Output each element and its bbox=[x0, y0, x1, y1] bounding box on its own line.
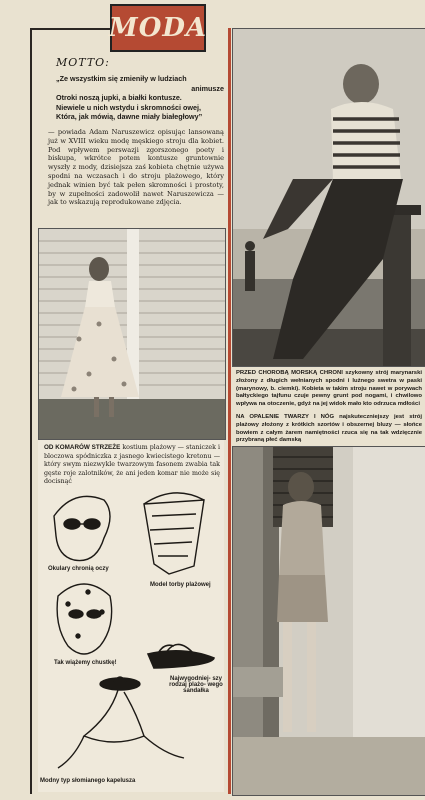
caption-sun bbox=[236, 414, 422, 445]
accessory-sketches bbox=[44, 486, 220, 786]
masthead bbox=[110, 4, 206, 52]
motto-title: MOTTO: bbox=[56, 56, 110, 69]
label-hat: Modny typ słomianego kapelusza bbox=[40, 778, 136, 784]
quote-line: „Ze wszystkim się zmieniły w ludziach bbox=[56, 74, 187, 83]
label-bag: Model torby plażowej bbox=[150, 582, 211, 588]
sketch-glasses bbox=[54, 496, 110, 560]
sketch-hat bbox=[58, 677, 184, 768]
sketch-bag bbox=[144, 493, 204, 574]
label-glasses: Okulary chronią oczy bbox=[48, 566, 109, 572]
caption-sun-lead: NA OPALENIE TWARZY I NÓG bbox=[236, 413, 335, 420]
mosquito-caption bbox=[44, 444, 220, 487]
rule-center bbox=[228, 28, 231, 794]
rule-top bbox=[30, 28, 110, 30]
masthead-title: MODA bbox=[108, 13, 208, 43]
quote-line: Niewiele u nich wstydu i skromności owej, bbox=[56, 102, 201, 112]
caption-sun-text: najskuteczniejszy jest strój plażowy złożony z krótkich szortów i obszernej bluzy — słońce bowiem z całym żarem namiętności rzuca się na tak wdzięcznie przybraną płeć damską bbox=[236, 413, 422, 444]
caption-sailor-text: szykowny strój marynarski złożony z długich wełnianych spodni i lużnego swetra w paski (marynowy, b. ciemki). Kobieta w takim stroju nawet w porywach bałtyckiego tajfunu czuje pewny grunt pod nogami, i chwilowo wpływa na otoczenie, gdyż na jej widok mało kto odrzuca mdłości bbox=[236, 370, 422, 408]
photo-floral-dress bbox=[38, 228, 226, 440]
sketch-scarf bbox=[57, 584, 112, 654]
sketch-sandal bbox=[148, 644, 214, 668]
caption-sailor bbox=[236, 370, 422, 409]
motto-quote bbox=[56, 74, 224, 122]
rule-left bbox=[30, 28, 32, 794]
photo-captions bbox=[236, 370, 422, 450]
mosquito-text: kostium plażowy — staniczek i bloczowa spódniczka z jasnego kwiecistego kretonu — który swym niezwykle twarzowym fasonem zwabia tak gęste roje zalotników, że ani jeden komar nie może się docisnąć bbox=[44, 444, 220, 486]
motto-body: — powiada Adam Naruszewicz opisując lansowaną już w XVIII wieku modę męskiego stroju dla kobiet. Pod wpływem perswazji zgorszonego poety i biskupa, wkrótce potem kontusze gruntownie wyszły z mody, dzisiejsza zaś kobieta chętnie używa spodni na wczasach i do stroju plażowego, który jednak winien być tak pełen skromności i prostoty, by w zupełności zadowolił nawet Naruszewicza — jak to wskazują reprodukowane zdjęcia. bbox=[48, 128, 224, 207]
label-sandal: Najwygodniej- szy rodzaj plażo- wego sandałka bbox=[169, 676, 223, 694]
photo-shorts-outfit bbox=[232, 446, 425, 796]
mosquito-lead: OD KOMARÓW STRZEŻE bbox=[44, 444, 121, 451]
caption-sailor-lead: PRZED CHOROBĄ MORSKĄ CHRONI bbox=[236, 370, 343, 376]
quote-line: animusze bbox=[191, 83, 224, 93]
photo-sailor-outfit bbox=[232, 28, 425, 367]
quote-line: Otroki noszą jupki, a białki kontusze. bbox=[56, 93, 182, 103]
quote-line: Która, jak mówią, dawne miały białegłowy” bbox=[56, 112, 203, 122]
label-scarf: Tak wiążemy chustkę! bbox=[54, 660, 117, 666]
